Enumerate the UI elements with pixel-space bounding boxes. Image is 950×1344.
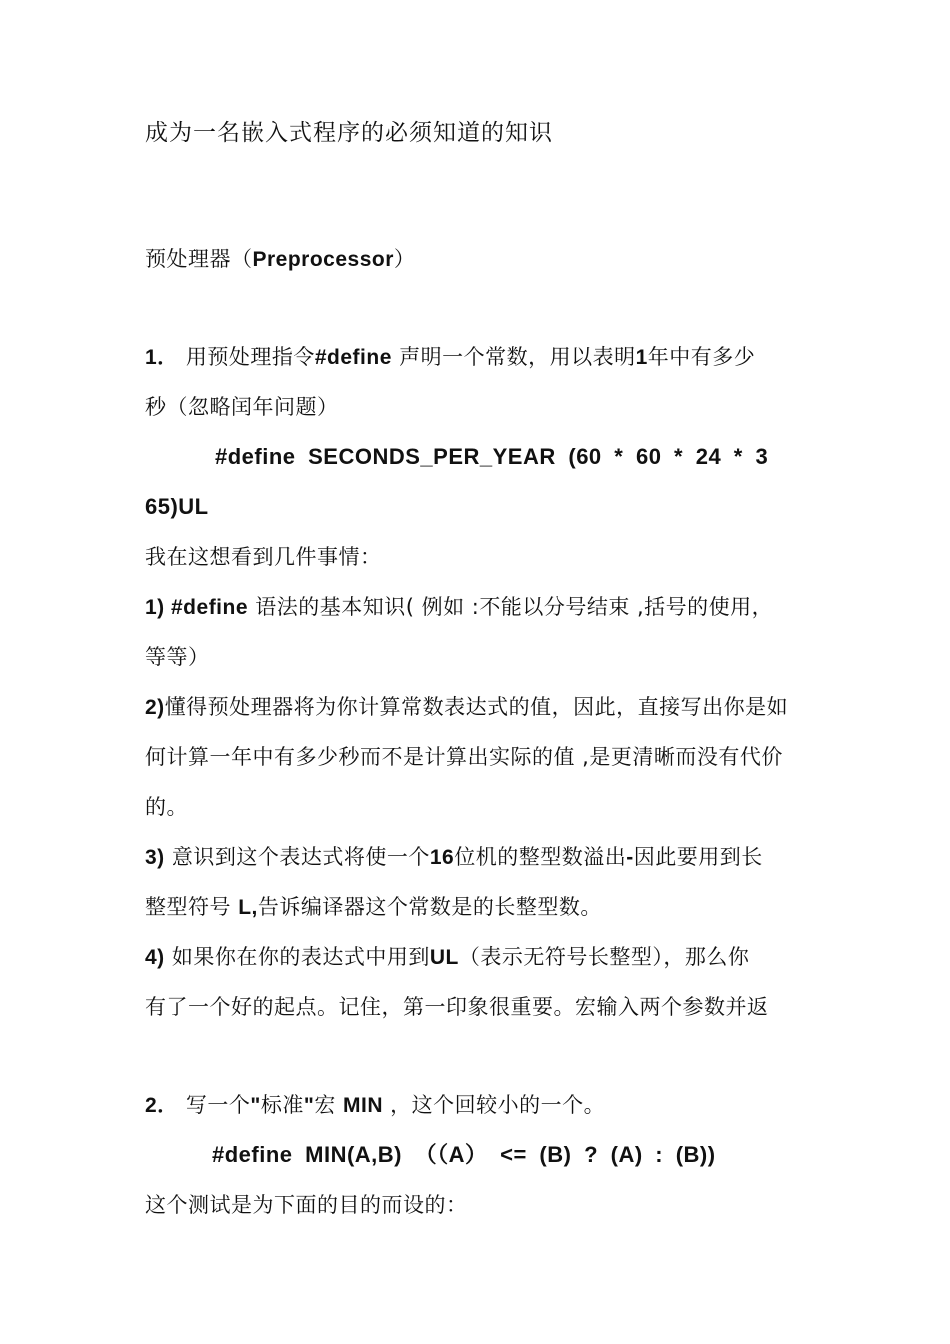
question-1-text-c: 年中有多少 <box>647 345 756 369</box>
point-2-bold: 2) <box>145 696 165 719</box>
point-3-line-2-b: 告诉编译器这个常数是的长整型数。 <box>257 895 602 919</box>
point-3-line-1 <box>145 842 763 873</box>
question-2-quote-open: " <box>250 1094 261 1117</box>
point-1-line-1 <box>145 592 773 623</box>
point-4-bold: 4) <box>145 946 165 969</box>
point-3-text-c: 因此要用到长 <box>633 845 763 869</box>
point-3-text-a: 意识到这个表达式将使一个 <box>164 845 430 869</box>
section-heading-bold: Preprocessor <box>252 248 394 271</box>
section-heading-prefix: 预处理器（ <box>145 247 253 271</box>
point-3-line-2 <box>145 892 602 923</box>
question-2-text-c: 宏 <box>314 1093 343 1117</box>
point-2-text: 懂得预处理器将为你计算常数表达式的值，因此，直接写出你是如 <box>164 695 789 719</box>
question-2-line <box>145 1090 605 1121</box>
question-1-line-2: 秒（忽略闰年问题） <box>145 395 339 419</box>
point-3-line-2-a: 整型符号 <box>145 895 239 919</box>
question-2-text-d: ，这个回较小的一个。 <box>383 1093 606 1117</box>
code-min-macro: #define MIN(A,B) （（A） <= (B) ? (A) : (B)) <box>212 1142 716 1167</box>
question-1-bold-a: #define <box>314 346 392 369</box>
point-3-bold-b: 16 <box>429 846 455 869</box>
point-1-text: 语法的基本知识( 例如 :不能以分号结束 ,括号的使用， <box>248 595 774 619</box>
point-4-bold-b: UL <box>429 946 459 969</box>
point-4-line-2: 有了一个好的起点。记住，第一印象很重要。宏输入两个参数并返 <box>145 995 769 1019</box>
question-1-text-b: 声明一个常数，用以表明 <box>391 345 636 369</box>
point-1-bold: 1) #define <box>145 596 249 619</box>
question-2-quote-close: " <box>303 1094 315 1117</box>
point-2-line-1 <box>145 692 788 723</box>
point-3-bold: 3) <box>145 846 165 869</box>
question-2-bold-min: MIN <box>343 1094 383 1117</box>
point-2-line-3: 的。 <box>145 795 188 819</box>
document-title: 成为一名嵌入式程序的必须知道的知识 <box>145 120 553 146</box>
point-3-bold-c: - <box>626 846 634 869</box>
point-3-text-b: 位机的整型数溢出 <box>454 845 627 869</box>
question-1-bold-b: 1 <box>635 346 648 369</box>
question-1-line-1 <box>145 342 755 373</box>
question-2-number: 2． <box>145 1094 179 1117</box>
question-1-text-a: 用预处理指令 <box>185 345 315 369</box>
point-2-line-2: 何计算一年中有多少秒而不是计算出实际的值 ,是更清晰而没有代价 <box>145 745 783 769</box>
question-2-text-b: 标准 <box>260 1093 304 1117</box>
point-3-line-2-bold: L, <box>238 896 258 919</box>
code-seconds-line-2: 65)UL <box>145 494 209 519</box>
point-4-text-b: （表示无符号长整型），那么你 <box>458 945 750 969</box>
section-heading <box>145 244 415 275</box>
point-4-text-a: 如果你在你的表达式中用到 <box>164 945 430 969</box>
section-heading-suffix: ） <box>393 247 416 271</box>
question-2-text-a: 写一个 <box>185 1093 251 1117</box>
intro-text: 我在这想看到几件事情： <box>145 545 382 569</box>
point-1-line-2: 等等） <box>145 645 210 669</box>
point-4-line-1 <box>145 942 749 973</box>
code-seconds-line-1: #define SECONDS_PER_YEAR (60 * 60 * 24 * 3 <box>215 444 769 469</box>
question-1-number: 1． <box>145 346 179 369</box>
question-2-after-text: 这个测试是为下面的目的而设的： <box>145 1193 468 1217</box>
